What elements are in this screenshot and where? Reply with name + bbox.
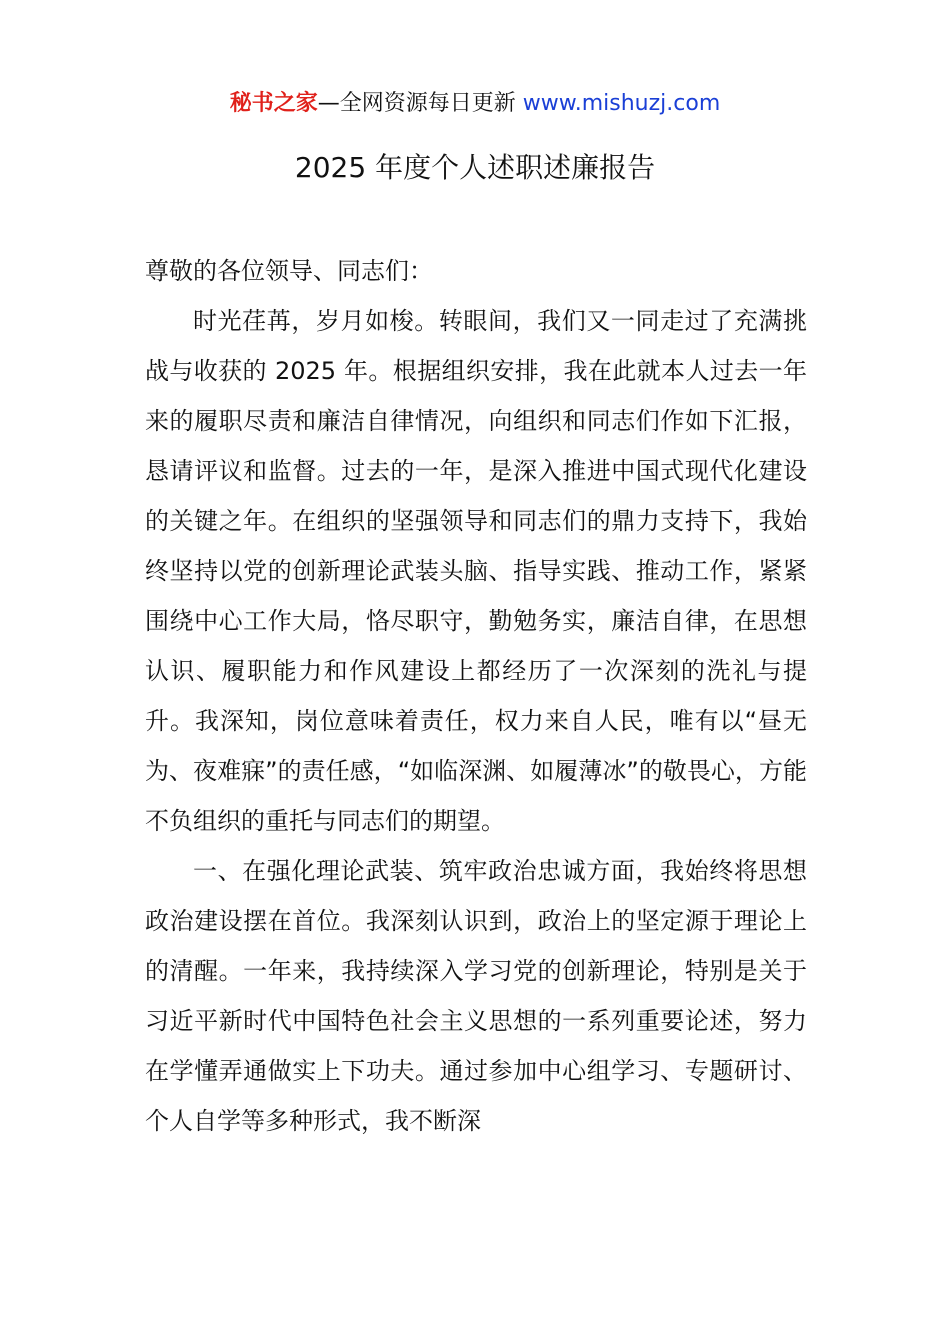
brand-name: 秘书之家 <box>229 91 318 116</box>
body-paragraph: 一、在强化理论武装、筑牢政治忠诚方面，我始终将思想政治建设摆在首位。我深刻认识到，政治上的坚定源于理论上的清醒。一年来，我持续深入学习党的创新理论，特别是关于习近平新时代中国特色社会主义思想的一系列重要论述，努力在学懂弄通做实上下功夫。通过参加中心组学习、专题研讨、个人自学等多种形式，我不断深 <box>145 857 807 1135</box>
body-paragraph: 时光荏苒，岁月如梭。转眼间，我们又一同走过了充满挑战与收获的 2025 年。根据组织安排，我在此就本人过去一年来的履职尽责和廉洁自律情况，向组织和同志们作如下汇报，恳请评议和监督。过去的一年，是深入推进中国式现代化建设的关键之年。在组织的坚强领导和同志们的鼎力支持下，我始终坚持以党的创新理论武装头脑、指导实践、推动工作，紧紧围绕中心工作大局，恪尽职守，勤勉务实，廉洁自律，在思想认识、履职能力和作风建设上都经历了一次深刻的洗礼与提升。我深知，岗位意味着责任，权力来自人民，唯有以“昼无为、夜难寐”的责任感，“如临深渊、如履薄冰”的敬畏心，方能不负组织的重托与同志们的期望。 <box>145 307 807 835</box>
site-tagline: —全网资源每日更新 <box>317 91 523 116</box>
salutation: 尊敬的各位领导、同志们： <box>145 257 433 285</box>
site-header <box>0 86 950 122</box>
document-body <box>145 246 807 1146</box>
site-url-link[interactable]: www.mishuzj.com <box>522 91 721 116</box>
document-title: 2025 年度个人述职述廉报告 <box>294 151 656 184</box>
